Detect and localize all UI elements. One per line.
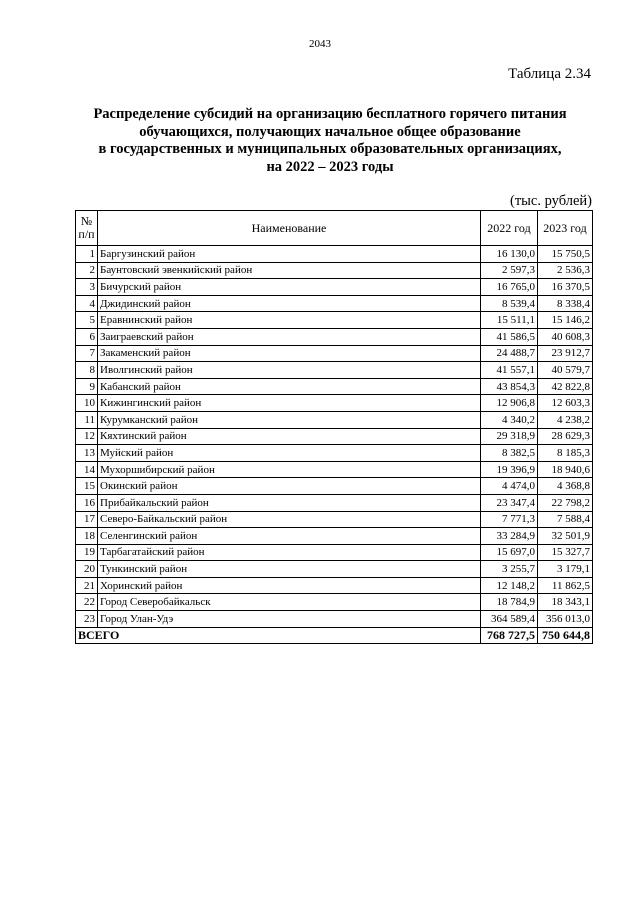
table-row [76,378,593,395]
row-name: Город Северобайкальск [98,594,481,611]
row-value-2022: 23 347,4 [481,494,538,511]
header-num-line2: п/п [78,227,95,241]
row-value-2022: 16 130,0 [481,246,538,263]
row-number: 2 [76,262,98,279]
row-number: 11 [76,411,98,428]
row-name: Еравнинский район [98,312,481,329]
row-name: Тарбагатайский район [98,544,481,561]
row-value-2022: 8 382,5 [481,445,538,462]
row-value-2022: 24 488,7 [481,345,538,362]
row-number: 19 [76,544,98,561]
row-number: 5 [76,312,98,329]
table-row [76,594,593,611]
row-value-2023: 11 862,5 [538,577,593,594]
table-label: Таблица 2.34 [508,66,591,82]
row-number: 4 [76,295,98,312]
row-value-2022: 33 284,9 [481,528,538,545]
row-number: 10 [76,395,98,412]
table-row [76,411,593,428]
table-row [76,445,593,462]
table-row [76,328,593,345]
row-value-2023: 15 750,5 [538,246,593,263]
row-name: Город Улан-Удэ [98,611,481,628]
header-num-line1: № [80,214,93,228]
row-name: Иволгинский район [98,362,481,379]
row-value-2022: 29 318,9 [481,428,538,445]
row-name: Мухоршибирский район [98,461,481,478]
row-name: Прибайкальский район [98,494,481,511]
row-value-2023: 40 579,7 [538,362,593,379]
row-value-2023: 4 238,2 [538,411,593,428]
table-row [76,461,593,478]
subsidy-table [75,210,593,644]
row-number: 8 [76,362,98,379]
header-num [76,211,98,246]
row-name: Кижингинский район [98,395,481,412]
row-number: 13 [76,445,98,462]
row-value-2022: 364 589,4 [481,611,538,628]
row-name: Заиграевский район [98,328,481,345]
row-number: 23 [76,611,98,628]
table-row [76,611,593,628]
row-value-2022: 2 597,3 [481,262,538,279]
row-value-2023: 356 013,0 [538,611,593,628]
row-name: Хоринский район [98,577,481,594]
row-name: Кяхтинский район [98,428,481,445]
table-row [76,395,593,412]
row-value-2022: 18 784,9 [481,594,538,611]
row-value-2022: 43 854,3 [481,378,538,395]
row-name: Закаменский район [98,345,481,362]
row-name: Северо-Байкальский район [98,511,481,528]
row-value-2022: 12 906,8 [481,395,538,412]
row-value-2023: 15 146,2 [538,312,593,329]
row-value-2023: 8 338,4 [538,295,593,312]
row-value-2022: 12 148,2 [481,577,538,594]
row-number: 7 [76,345,98,362]
row-value-2023: 8 185,3 [538,445,593,462]
title-line: Распределение субсидий на организацию бесплатного горячего питания [93,106,567,122]
total-2023: 750 644,8 [538,627,593,644]
table-row [76,279,593,296]
row-value-2022: 7 771,3 [481,511,538,528]
header-name: Наименование [98,211,481,246]
header-2023: 2023 год [538,211,593,246]
row-value-2023: 4 368,8 [538,478,593,495]
table-row [76,295,593,312]
page-number: 2043 [309,38,331,50]
row-number: 21 [76,577,98,594]
row-name: Баунтовский эвенкийский район [98,262,481,279]
table-row [76,577,593,594]
row-name: Тункинский район [98,561,481,578]
row-value-2022: 15 697,0 [481,544,538,561]
total-label: ВСЕГО [76,627,481,644]
table-row [76,428,593,445]
row-number: 17 [76,511,98,528]
row-value-2023: 18 343,1 [538,594,593,611]
row-name: Кабанский район [98,378,481,395]
row-number: 14 [76,461,98,478]
title-line: на 2022 – 2023 годы [266,158,394,175]
row-value-2022: 41 586,5 [481,328,538,345]
row-value-2022: 4 474,0 [481,478,538,495]
row-number: 1 [76,246,98,263]
row-value-2023: 2 536,3 [538,262,593,279]
row-value-2022: 3 255,7 [481,561,538,578]
row-value-2022: 15 511,1 [481,312,538,329]
table-row [76,262,593,279]
row-number: 3 [76,279,98,296]
row-value-2023: 40 608,3 [538,328,593,345]
row-value-2023: 18 940,6 [538,461,593,478]
table-row [76,528,593,545]
table-row [76,511,593,528]
row-number: 22 [76,594,98,611]
row-name: Бичурский район [98,279,481,296]
row-number: 15 [76,478,98,495]
table-row [76,312,593,329]
total-2022: 768 727,5 [481,627,538,644]
row-value-2022: 4 340,2 [481,411,538,428]
row-number: 18 [76,528,98,545]
row-value-2023: 42 822,8 [538,378,593,395]
title-line: обучающихся, получающих начальное общее образование [139,123,521,140]
header-2022: 2022 год [481,211,538,246]
row-value-2023: 12 603,3 [538,395,593,412]
row-value-2022: 19 396,9 [481,461,538,478]
document-title [60,106,600,176]
row-value-2023: 15 327,7 [538,544,593,561]
table-row [76,478,593,495]
units-label: (тыс. рублей) [510,193,592,209]
row-value-2023: 7 588,4 [538,511,593,528]
row-number: 6 [76,328,98,345]
table-row [76,246,593,263]
row-number: 12 [76,428,98,445]
row-name: Курумканский район [98,411,481,428]
row-value-2023: 16 370,5 [538,279,593,296]
table-row [76,345,593,362]
total-row [76,627,593,644]
row-value-2023: 32 501,9 [538,528,593,545]
row-name: Баргузинский район [98,246,481,263]
table-row [76,362,593,379]
row-number: 20 [76,561,98,578]
row-name: Селенгинский район [98,528,481,545]
row-value-2022: 8 539,4 [481,295,538,312]
row-number: 16 [76,494,98,511]
table-body [76,246,593,628]
row-value-2022: 41 557,1 [481,362,538,379]
row-value-2023: 28 629,3 [538,428,593,445]
table-header-row [76,211,593,246]
row-value-2023: 23 912,7 [538,345,593,362]
row-value-2023: 22 798,2 [538,494,593,511]
title-line: в государственных и муниципальных образовательных организациях, [98,141,562,157]
table-row [76,561,593,578]
row-name: Джидинский район [98,295,481,312]
row-value-2022: 16 765,0 [481,279,538,296]
row-name: Муйский район [98,445,481,462]
row-value-2023: 3 179,1 [538,561,593,578]
row-number: 9 [76,378,98,395]
table-row [76,494,593,511]
table-row [76,544,593,561]
row-name: Окинский район [98,478,481,495]
